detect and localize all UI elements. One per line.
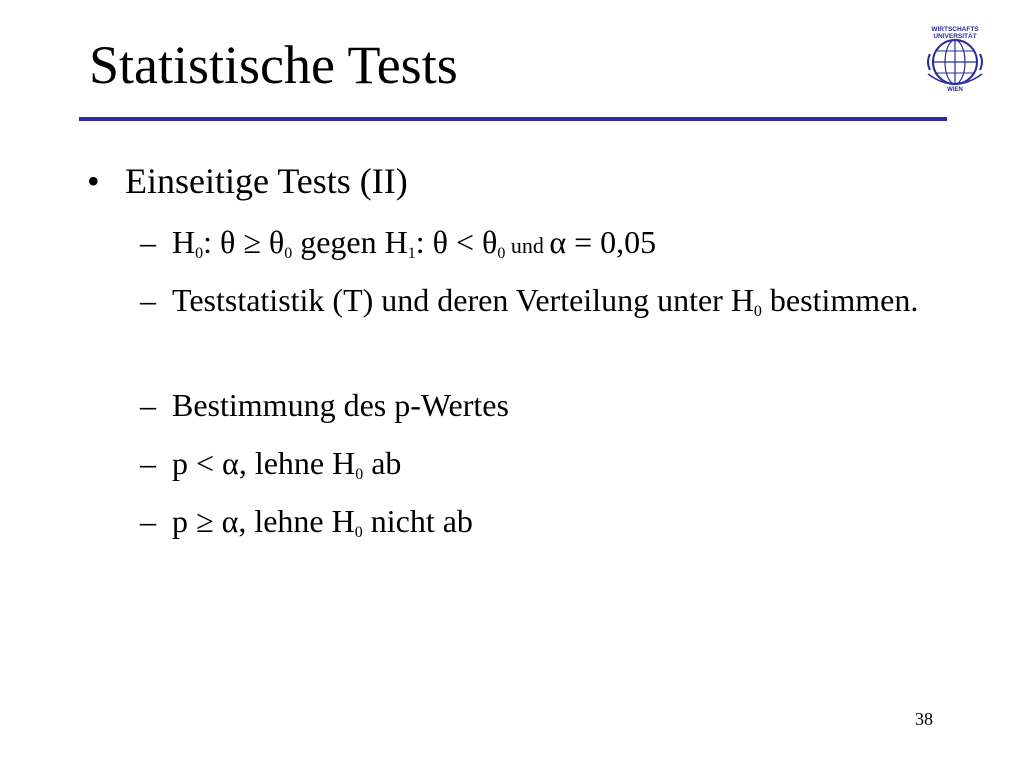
sub-item-hypotheses [140,220,932,271]
sub-item-text: p < α, lehne $H_0$ ab [172,445,402,483]
sub-item-p-wert [140,383,932,427]
sub-item-marker: – [140,224,156,260]
slide-title: Statistische Tests [89,35,458,95]
bullet-item [87,157,408,205]
sub-item-text: Bestimmung des p-Wertes [172,387,509,423]
sub-item-marker: – [140,503,156,539]
sub-item-text: $H_0$: $\theta \ge \theta_0$ gegen $H_1$: $\theta < \theta_0$ und α = 0,05 [172,224,657,262]
sub-item-marker: – [140,387,156,423]
logo-text-line1: WIRTSCHAFTS [931,26,979,33]
bullet-text: Einseitige Tests (II) [125,161,408,201]
sub-item-teststatistik [140,278,932,329]
logo-text-line2: UNIVERSITÄT [933,33,977,40]
page-number: 38 [915,709,933,729]
sub-item-text: p ≥ α, lehne $H_0$ nicht ab [172,503,473,541]
university-logo [920,22,990,94]
logo-text-line3: WIEN [947,87,963,93]
sub-item-not-reject [140,499,932,550]
bullet-marker: • [87,161,100,201]
sub-item-marker: – [140,282,156,318]
title-underline [79,117,947,121]
sub-item-reject [140,441,932,492]
sub-item-text: Teststatistik (T) und deren Verteilung unter $H_0$ bestimmen. [172,282,919,320]
sub-item-marker: – [140,445,156,481]
